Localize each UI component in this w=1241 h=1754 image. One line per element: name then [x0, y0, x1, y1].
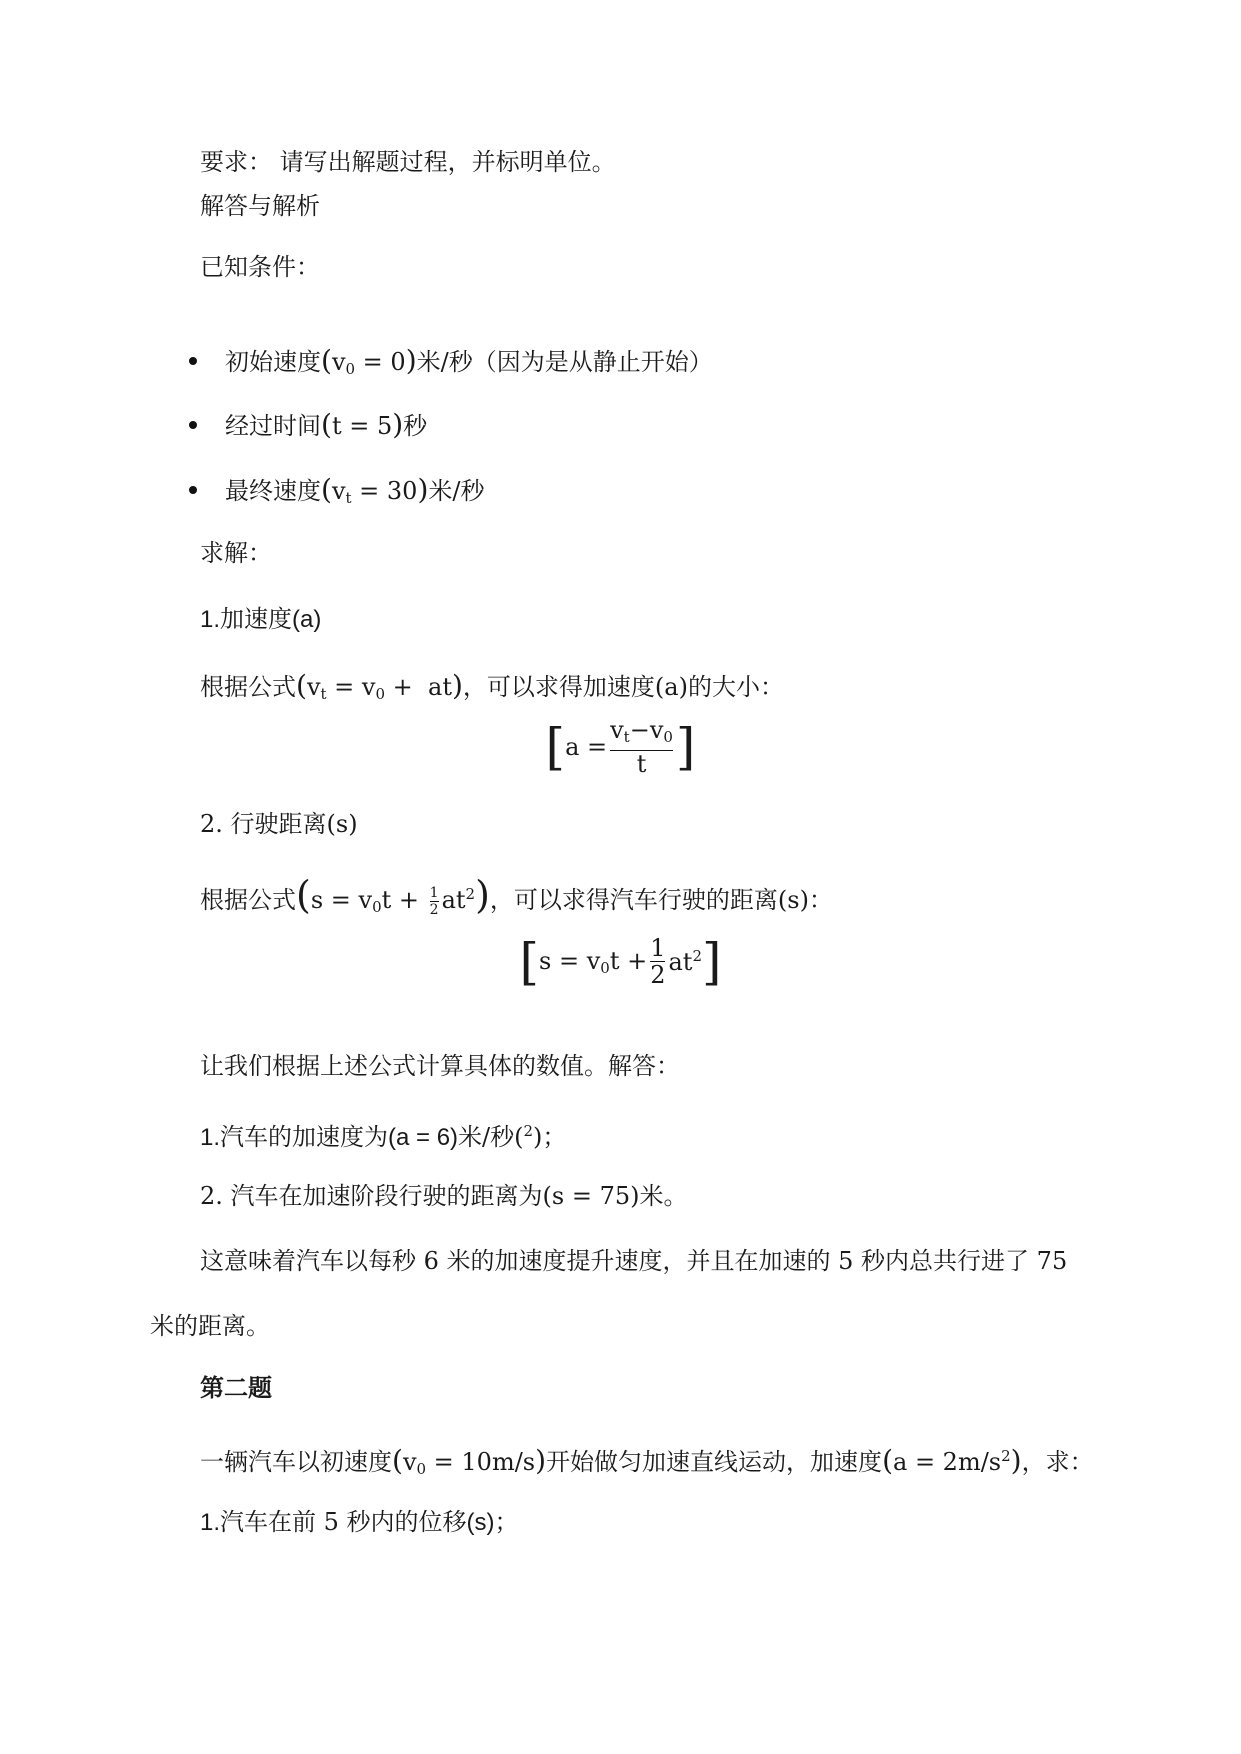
value: = 10m/s [426, 1448, 536, 1476]
known-item-label: 经过时间 [225, 412, 321, 440]
intro-text: ，可以求得汽车行驶的距离(s)： [489, 886, 833, 914]
question-text: ； [494, 1508, 519, 1536]
value: = 0 [355, 348, 406, 376]
number: 1. [200, 1509, 221, 1536]
half-fraction [650, 936, 665, 987]
formula-fraction [610, 718, 673, 776]
unit-text: 米/秒 [428, 477, 485, 505]
unit-text: 米。 [639, 1182, 688, 1210]
known-item-final-speed: 最终速度$(v_t = 30)$米/秒 [225, 473, 485, 507]
half-fraction [430, 886, 439, 917]
answer-value: (s = 75) [542, 1182, 640, 1210]
part1-intro: 根据公式$(v_t = v_0 + at)$，可以求得加速度(a)的大小： [200, 669, 784, 703]
calc-intro: 让我们根据上述公式计算具体的数值。解答： [200, 1052, 680, 1080]
known-item-label: 初始速度 [225, 348, 321, 376]
subscript: t [623, 728, 630, 746]
answer-value: (a = 6) [388, 1124, 459, 1151]
unit-text: 米/秒( [458, 1123, 524, 1151]
part2-heading: 2. 行驶距离(s) [200, 810, 358, 838]
problem2-statement: 一辆汽车以初速度$(v_0 = 10m/s)$开始做匀加速直线运动，加速度$(a = 2m/s^2)$，求： [200, 1444, 1094, 1478]
denominator: t [636, 750, 647, 778]
part2-intro: 根据公式($s = v_0t$ + $\frac{1}{2}$ $at^2$)，可以求得汽车行驶的距离(s)： [200, 873, 833, 918]
superscript: 2 [523, 1122, 534, 1140]
intro-text: 根据公式 [200, 886, 296, 914]
number: 1. [200, 606, 221, 633]
distance-formula: [ $s = v_0t$ + $\frac{1}{2}$ $at^2$ ] [519, 932, 722, 991]
statement-text: 一辆汽车以初速度 [200, 1448, 392, 1476]
bullet-icon [189, 486, 197, 494]
answer-text: 2. 汽车在加速阶段行驶的距离为 [200, 1182, 543, 1210]
value: t = 5 [331, 412, 393, 440]
value: = 30 [351, 477, 418, 505]
solve-heading: 求解： [200, 539, 272, 567]
bullet-icon [189, 421, 197, 429]
subscript: t [345, 489, 352, 507]
heading-text: 加速度 [220, 605, 293, 633]
conclusion-line-1: 这意味着汽车以每秒 6 米的加速度提升速度，并且在加速的 5 秒内总共行进了 75 [200, 1247, 1068, 1275]
answer-acceleration [200, 1115, 566, 1154]
formula-left: a = [565, 733, 608, 761]
problem2-question-1 [200, 1506, 519, 1539]
intro-text: 根据公式 [200, 673, 296, 701]
unit-text: 米/秒（因为是从静止开始） [416, 348, 713, 376]
known-item-initial-speed: 初始速度$(v_0 = 0)$米/秒（因为是从静止开始） [225, 344, 713, 378]
part1-heading [200, 603, 321, 636]
variable: v [331, 477, 346, 505]
unit-text: 秒 [403, 412, 428, 440]
conclusion-line-2: 米的距离。 [150, 1312, 270, 1340]
denominator: 2 [650, 961, 666, 989]
numerator: −v [629, 716, 664, 744]
numerator: 1 [429, 885, 439, 901]
answer-distance [200, 1180, 687, 1212]
denominator: 2 [429, 902, 439, 918]
statement-text: 开始做匀加速直线运动，加速度 [546, 1448, 883, 1476]
unit-text: )； [533, 1123, 567, 1151]
variable: (s) [466, 1509, 495, 1536]
known-item-time: 经过时间(t = 5)秒 [225, 408, 428, 441]
value: a = 2m/s [893, 1448, 1002, 1476]
subscript: 0 [345, 360, 356, 378]
subscript: 0 [663, 728, 673, 746]
variable: v [331, 348, 346, 376]
statement-text: ，求： [1021, 1448, 1094, 1476]
known-heading: 已知条件： [200, 253, 320, 281]
variable: (a) [292, 606, 322, 633]
intro-text: ，可以求得加速度(a)的大小： [462, 673, 784, 701]
solution-heading: 解答与解析 [200, 192, 320, 220]
answer-text: 汽车的加速度为 [220, 1123, 389, 1151]
numerator: v [610, 716, 624, 744]
numerator: 1 [650, 934, 666, 962]
requirement-text: 要求： 请写出解题过程，并标明单位。 [200, 148, 616, 176]
known-item-label: 最终速度 [225, 477, 321, 505]
number: 1. [200, 1124, 221, 1151]
bullet-icon [189, 357, 197, 365]
problem2-title: 第二题 [200, 1375, 272, 1402]
acceleration-formula: [ a = $\frac{v_t-v_0}{t}$ ] [545, 716, 696, 778]
question-text: 汽车在前 5 秒内的位移 [220, 1508, 467, 1536]
